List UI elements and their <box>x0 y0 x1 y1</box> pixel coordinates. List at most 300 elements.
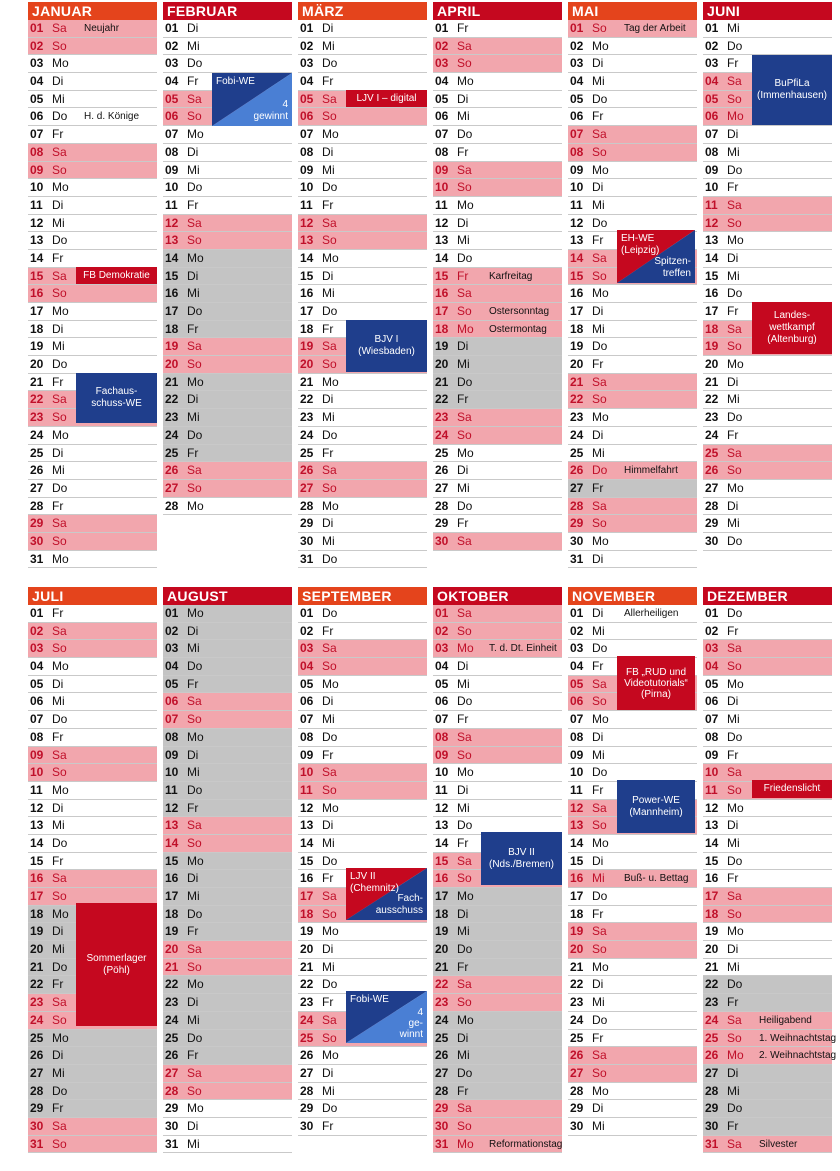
day-row <box>568 729 697 747</box>
weekday: Mo <box>52 56 69 71</box>
weekday: Fr <box>52 729 64 744</box>
weekday: Do <box>187 427 203 442</box>
day-row <box>568 144 697 162</box>
day-number: 08 <box>30 729 44 744</box>
weekday: Mi <box>727 835 740 850</box>
day-row <box>433 906 562 924</box>
day-row <box>298 1047 427 1065</box>
weekday: Do <box>52 109 68 124</box>
weekday: Mi <box>457 676 470 691</box>
weekday: Sa <box>322 215 337 230</box>
weekday: Mi <box>322 38 335 53</box>
day-row <box>703 126 832 144</box>
weekday: Di <box>322 392 334 407</box>
day-row <box>568 391 697 409</box>
weekday: Mo <box>187 977 204 992</box>
day-row <box>28 640 157 658</box>
weekday: So <box>187 357 202 372</box>
day-row <box>703 1047 837 1065</box>
day-number: 04 <box>705 74 719 89</box>
weekday: Fr <box>187 197 199 212</box>
weekday: Mo <box>187 127 204 142</box>
day-number: 22 <box>570 977 584 992</box>
weekday: So <box>457 304 472 318</box>
day-row <box>433 409 562 427</box>
day-row <box>703 640 832 658</box>
weekday: Do <box>322 606 338 620</box>
day-number: 17 <box>30 889 44 903</box>
day-number: 17 <box>165 304 179 318</box>
weekday: Do <box>727 286 743 301</box>
day-row <box>163 817 292 835</box>
day-number: 03 <box>570 641 584 656</box>
day-number: 25 <box>570 445 584 460</box>
day-number: 14 <box>570 250 584 265</box>
day-number: 17 <box>435 304 449 318</box>
weekday: Di <box>187 144 199 159</box>
day-number: 14 <box>705 250 719 265</box>
day-row <box>703 693 832 711</box>
event-ljv1-digital: LJV I – digital <box>346 90 427 107</box>
weekday: Fr <box>457 712 469 727</box>
day-row <box>568 1047 697 1065</box>
day-number: 06 <box>570 694 584 709</box>
day-number: 01 <box>300 606 314 620</box>
day-number: 21 <box>435 374 449 389</box>
day-number: 31 <box>30 1136 44 1151</box>
weekday: Di <box>322 144 334 159</box>
day-number: 29 <box>300 1101 314 1116</box>
holiday-label: Heiligabend <box>759 1014 812 1026</box>
day-row <box>298 1083 427 1101</box>
day-number: 19 <box>30 339 44 354</box>
weekday: Sa <box>592 127 607 142</box>
weekday: Sa <box>592 1048 607 1063</box>
weekday: Mo <box>592 286 609 301</box>
weekday: Fr <box>592 233 604 248</box>
day-number: 02 <box>570 38 584 53</box>
weekday: Mo <box>187 729 204 744</box>
day-number: 22 <box>30 392 44 407</box>
day-row <box>28 817 157 835</box>
weekday: Do <box>52 480 68 495</box>
day-number: 23 <box>435 995 449 1010</box>
day-number: 03 <box>30 641 44 656</box>
weekday: So <box>322 109 337 124</box>
weekday: Fr <box>592 659 604 674</box>
day-row <box>163 338 292 356</box>
weekday: Mi <box>727 712 740 727</box>
day-number: 26 <box>300 1048 314 1063</box>
day-row <box>163 676 292 694</box>
holiday-label: Reformationstag <box>489 1138 563 1150</box>
day-number: 08 <box>300 729 314 744</box>
weekday: Sa <box>457 1101 472 1116</box>
day-number: 07 <box>435 127 449 142</box>
weekday: Mi <box>592 871 605 886</box>
month-header: SEPTEMBER <box>298 587 427 605</box>
day-row <box>433 747 562 765</box>
event-fachausschuss-label: Fach- ausschuss <box>375 893 423 916</box>
day-number: 26 <box>300 463 314 478</box>
day-number: 08 <box>705 729 719 744</box>
weekday: Sa <box>52 623 67 638</box>
weekday: Di <box>457 906 469 921</box>
day-number: 31 <box>165 1136 179 1151</box>
day-number: 26 <box>30 463 44 478</box>
weekday: Sa <box>457 729 472 744</box>
event-eh-we-label: EH-WE (Leipzig) <box>621 233 660 256</box>
day-number: 06 <box>435 109 449 124</box>
weekday: Mo <box>322 800 339 815</box>
day-number: 23 <box>300 995 314 1010</box>
day-row <box>163 1030 292 1048</box>
day-number: 28 <box>300 1083 314 1098</box>
day-number: 05 <box>300 676 314 691</box>
day-number: 17 <box>30 304 44 318</box>
weekday: Sa <box>322 91 337 106</box>
day-row <box>163 1012 292 1030</box>
weekday: Mi <box>187 765 200 780</box>
weekday: Mo <box>52 304 69 318</box>
day-number: 26 <box>165 463 179 478</box>
day-row <box>28 711 157 729</box>
weekday: Di <box>187 268 199 283</box>
weekday: Do <box>187 56 203 71</box>
weekday: Fr <box>727 871 739 886</box>
day-number: 10 <box>300 765 314 780</box>
weekday: Do <box>322 180 338 195</box>
day-number: 21 <box>165 374 179 389</box>
day-row <box>703 533 832 551</box>
day-row <box>163 764 292 782</box>
event-spitzentreffen-label: Spitzen- treffen <box>654 256 691 279</box>
weekday: Di <box>322 942 334 957</box>
weekday: Mo <box>457 321 474 336</box>
day-number: 15 <box>435 853 449 868</box>
weekday: Di <box>592 977 604 992</box>
weekday: Do <box>52 357 68 372</box>
day-number: 21 <box>570 959 584 974</box>
day-number: 12 <box>570 800 584 815</box>
day-number: 24 <box>705 427 719 442</box>
weekday: So <box>322 233 337 248</box>
day-number: 28 <box>30 1083 44 1098</box>
weekday: Di <box>52 1048 64 1063</box>
day-row <box>703 747 832 765</box>
day-number: 06 <box>300 694 314 709</box>
day-row <box>433 462 562 480</box>
weekday: Di <box>52 800 64 815</box>
weekday: Sa <box>727 197 742 212</box>
day-row <box>298 676 427 694</box>
event-fobi-we-feb <box>212 73 292 126</box>
day-row <box>163 1118 292 1136</box>
weekday: So <box>592 516 607 531</box>
month-märz <box>298 2 427 568</box>
holiday-label: T. d. Dt. Einheit <box>489 643 557 655</box>
day-row <box>298 108 427 126</box>
weekday: Do <box>727 1101 743 1116</box>
day-row <box>433 108 562 126</box>
day-number: 21 <box>300 959 314 974</box>
day-row <box>703 232 832 250</box>
holiday-label: Himmelfahrt <box>624 465 678 477</box>
month-header: APRIL <box>433 2 562 20</box>
day-number: 10 <box>705 765 719 780</box>
day-row <box>433 923 562 941</box>
day-number: 04 <box>30 74 44 89</box>
day-number: 07 <box>705 712 719 727</box>
weekday: Do <box>457 1065 473 1080</box>
weekday: Mi <box>592 995 605 1010</box>
day-number: 13 <box>165 818 179 833</box>
weekday: Mi <box>52 215 65 230</box>
day-row <box>163 658 292 676</box>
day-number: 01 <box>570 21 584 35</box>
weekday: Sa <box>322 889 337 903</box>
day-number: 20 <box>30 942 44 957</box>
day-row <box>568 923 697 941</box>
day-row <box>298 38 427 56</box>
day-row <box>163 888 292 906</box>
weekday: Mo <box>187 374 204 389</box>
day-row <box>163 321 292 339</box>
day-row <box>28 623 157 641</box>
day-number: 19 <box>435 924 449 939</box>
day-row <box>163 55 292 73</box>
day-number: 02 <box>30 38 44 53</box>
day-number: 21 <box>705 959 719 974</box>
day-number: 30 <box>705 533 719 548</box>
day-number: 02 <box>300 38 314 53</box>
weekday: So <box>52 286 67 301</box>
day-row <box>28 605 157 623</box>
weekday: Di <box>52 74 64 89</box>
day-row <box>298 162 427 180</box>
weekday: Sa <box>457 606 472 620</box>
day-row <box>433 640 562 658</box>
weekday: Do <box>592 1012 608 1027</box>
day-number: 30 <box>300 1118 314 1133</box>
weekday: Fr <box>187 924 199 939</box>
weekday: Sa <box>727 641 742 656</box>
event-eh-we <box>617 230 695 283</box>
day-number: 24 <box>30 1012 44 1027</box>
weekday: So <box>52 889 67 903</box>
day-number: 01 <box>705 606 719 620</box>
weekday: So <box>187 835 202 850</box>
day-number: 11 <box>435 782 448 797</box>
weekday: So <box>592 144 607 159</box>
weekday: Do <box>187 906 203 921</box>
day-number: 27 <box>435 1065 449 1080</box>
weekday: Mo <box>592 959 609 974</box>
weekday: So <box>727 1030 742 1045</box>
day-number: 31 <box>30 551 44 566</box>
day-number: 15 <box>570 853 584 868</box>
weekday: So <box>52 641 67 656</box>
day-number: 25 <box>435 445 449 460</box>
weekday: So <box>457 56 472 71</box>
day-row <box>568 303 697 321</box>
day-number: 06 <box>435 694 449 709</box>
day-number: 14 <box>705 835 719 850</box>
day-row <box>163 462 292 480</box>
day-number: 27 <box>165 1065 179 1080</box>
day-row <box>568 20 697 38</box>
day-number: 25 <box>30 445 44 460</box>
day-row <box>433 126 562 144</box>
day-row <box>703 374 832 392</box>
day-row <box>433 515 562 533</box>
day-number: 11 <box>300 782 313 797</box>
weekday: Fr <box>592 480 604 495</box>
weekday: Fr <box>322 74 334 89</box>
day-row <box>568 374 697 392</box>
weekday: Mo <box>52 782 69 797</box>
event-power-we: Power-WE (Mannheim) <box>617 780 695 833</box>
day-row <box>28 215 157 233</box>
day-number: 09 <box>705 747 719 762</box>
day-number: 19 <box>705 924 719 939</box>
day-number: 09 <box>30 747 44 762</box>
day-number: 04 <box>165 659 179 674</box>
day-row <box>298 427 427 445</box>
day-number: 17 <box>705 304 719 318</box>
day-row <box>433 498 562 516</box>
day-number: 16 <box>570 286 584 301</box>
day-row <box>433 1136 562 1154</box>
day-number: 10 <box>30 180 44 195</box>
day-number: 21 <box>30 374 44 389</box>
day-number: 01 <box>300 21 314 35</box>
weekday: Sa <box>457 977 472 992</box>
weekday: So <box>322 1030 337 1045</box>
day-row <box>433 197 562 215</box>
day-number: 18 <box>570 906 584 921</box>
day-number: 23 <box>165 410 179 425</box>
weekday: Mi <box>187 38 200 53</box>
day-row <box>433 179 562 197</box>
weekday: Mi <box>322 162 335 177</box>
weekday: Do <box>52 1083 68 1098</box>
day-row <box>703 906 832 924</box>
day-number: 14 <box>165 250 179 265</box>
weekday: Fr <box>727 304 739 318</box>
day-row <box>568 1100 697 1118</box>
day-number: 05 <box>30 676 44 691</box>
day-number: 21 <box>30 959 44 974</box>
day-number: 02 <box>300 623 314 638</box>
day-number: 30 <box>30 533 44 548</box>
weekday: Di <box>592 427 604 442</box>
weekday: Di <box>727 942 739 957</box>
weekday: So <box>322 357 337 372</box>
day-number: 05 <box>30 91 44 106</box>
day-number: 23 <box>30 410 44 425</box>
weekday: Mo <box>727 109 744 124</box>
day-row <box>28 1030 157 1048</box>
day-number: 22 <box>435 977 449 992</box>
weekday: Sa <box>52 392 67 407</box>
weekday: So <box>457 623 472 638</box>
day-row <box>28 427 157 445</box>
day-row <box>298 605 427 623</box>
day-number: 21 <box>435 959 449 974</box>
weekday: So <box>592 694 607 709</box>
day-row <box>163 870 292 888</box>
day-number: 16 <box>300 871 314 886</box>
day-number: 20 <box>165 942 179 957</box>
day-number: 07 <box>165 712 179 727</box>
day-number: 20 <box>570 357 584 372</box>
day-row <box>163 941 292 959</box>
day-row <box>28 179 157 197</box>
holiday-label: Karfreitag <box>489 270 533 282</box>
day-row <box>433 994 562 1012</box>
event-fb-demokratie: FB Demokratie <box>76 267 157 284</box>
month-header: JULI <box>28 587 157 605</box>
weekday: Mi <box>727 392 740 407</box>
day-number: 03 <box>30 56 44 71</box>
holiday-label: Ostersonntag <box>489 306 550 317</box>
day-row <box>28 55 157 73</box>
weekday: Do <box>457 127 473 142</box>
weekday: Di <box>457 659 469 674</box>
day-number: 14 <box>570 835 584 850</box>
weekday: Fr <box>322 321 334 336</box>
weekday: Di <box>727 127 739 142</box>
day-number: 14 <box>30 835 44 850</box>
weekday: Do <box>187 1030 203 1045</box>
weekday: Mi <box>187 286 200 301</box>
day-number: 09 <box>705 162 719 177</box>
weekday: Mi <box>592 197 605 212</box>
day-row <box>28 1065 157 1083</box>
day-number: 29 <box>435 516 449 531</box>
day-row <box>28 1118 157 1136</box>
day-number: 13 <box>165 233 179 248</box>
day-number: 19 <box>570 339 584 354</box>
day-row <box>28 91 157 109</box>
day-row <box>703 427 832 445</box>
weekday: Mi <box>457 357 470 372</box>
day-row <box>28 162 157 180</box>
day-row <box>433 764 562 782</box>
day-number: 01 <box>165 21 179 35</box>
day-number: 17 <box>570 304 584 318</box>
day-number: 05 <box>570 676 584 691</box>
weekday: Sa <box>187 818 202 833</box>
day-row <box>703 888 832 906</box>
weekday: Di <box>187 747 199 762</box>
day-number: 24 <box>30 427 44 442</box>
day-number: 30 <box>300 533 314 548</box>
day-row <box>703 515 832 533</box>
day-row <box>298 232 427 250</box>
day-number: 07 <box>300 127 314 142</box>
weekday: Mi <box>727 1083 740 1098</box>
weekday: Di <box>592 180 604 195</box>
day-number: 23 <box>705 995 719 1010</box>
weekday: Fr <box>322 623 334 638</box>
weekday: Do <box>322 427 338 442</box>
day-row <box>433 391 562 409</box>
weekday: Mi <box>187 1012 200 1027</box>
weekday: Sa <box>322 463 337 478</box>
weekday: So <box>592 21 607 35</box>
